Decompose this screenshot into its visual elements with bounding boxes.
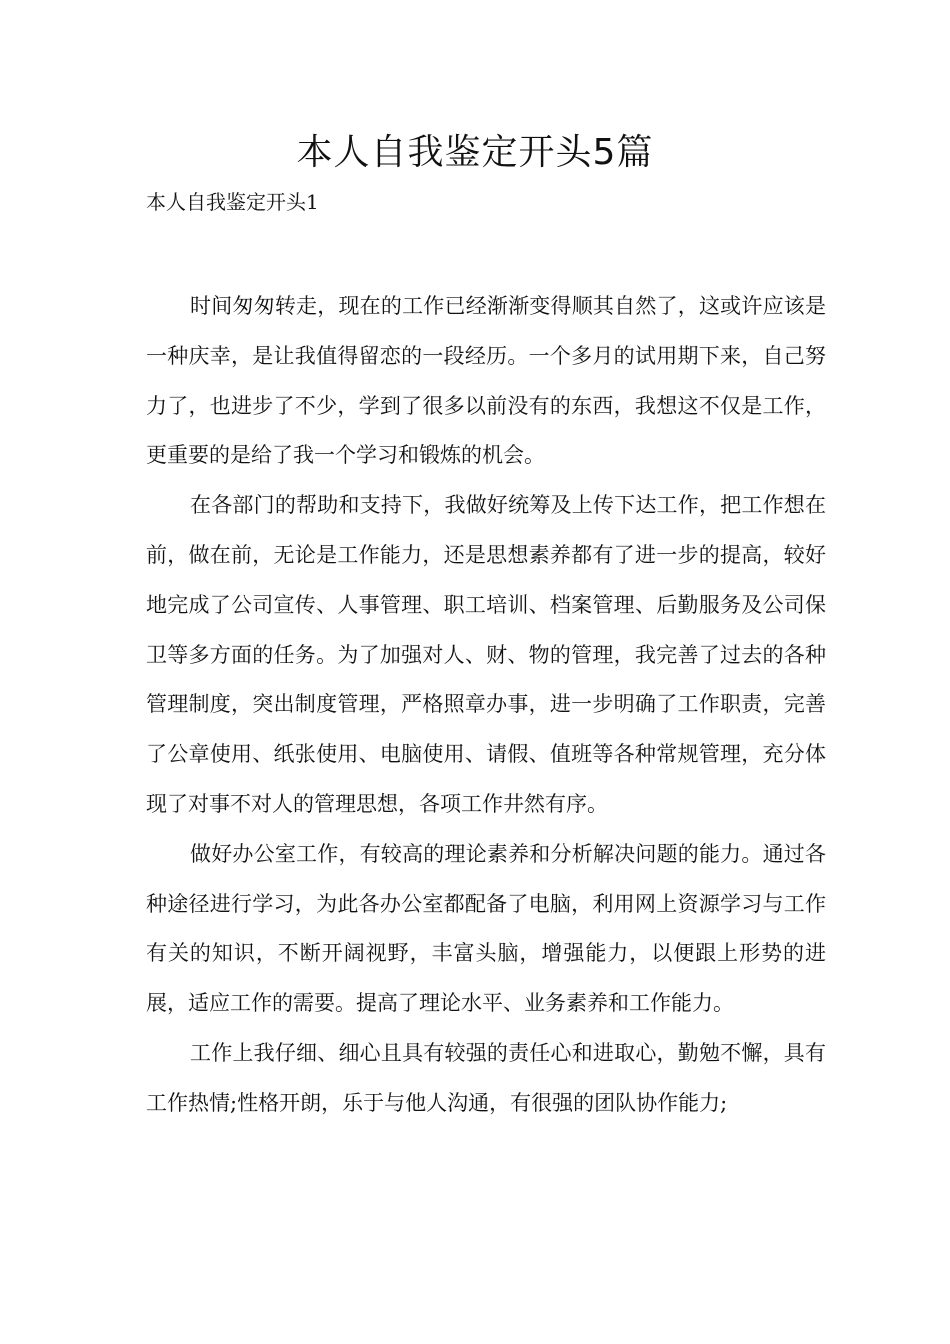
paragraph-1: 时间匆匆转走，现在的工作已经渐渐变得顺其自然了，这或许应该是一种庆幸，是让我值得留恋的一段经历。一个多月的试用期下来，自己努力了，也进步了不少，学到了很多以前没有的东西，我想这不仅是工作，更重要的是给了我一个学习和锻炼的机会。 <box>146 294 826 468</box>
document-body <box>146 282 826 1129</box>
paragraph-3: 做好办公室工作，有较高的理论素养和分析解决问题的能力。通过各种途径进行学习，为此各办公室都配备了电脑，利用网上资源学习与工作有关的知识，不断开阔视野，丰富头脑，增强能力，以便跟上形势的进展，适应工作的需要。提高了理论水平、业务素养和工作能力。 <box>146 841 826 1016</box>
document-title: 本人自我鉴定开头5篇 <box>296 132 654 173</box>
paragraph-4: 工作上我仔细、细心且具有较强的责任心和进取心，勤勉不懈，具有工作热情;性格开朗，乐于与他人沟通，有很强的团队协作能力; <box>146 1040 826 1115</box>
paragraph-2: 在各部门的帮助和支持下，我做好统筹及上传下达工作，把工作想在前，做在前，无论是工作能力，还是思想素养都有了进一步的提高，较好地完成了公司宣传、人事管理、职工培训、档案管理、后勤服务及公司保卫等多方面的任务。为了加强对人、财、物的管理，我完善了过去的各种管理制度，突出制度管理，严格照章办事，进一步明确了工作职责，完善了公章使用、纸张使用、电脑使用、请假、值班等各种常规管理，充分体现了对事不对人的管理思想，各项工作井然有序。 <box>146 493 826 816</box>
section-title: 本人自我鉴定开头1 <box>146 190 319 214</box>
